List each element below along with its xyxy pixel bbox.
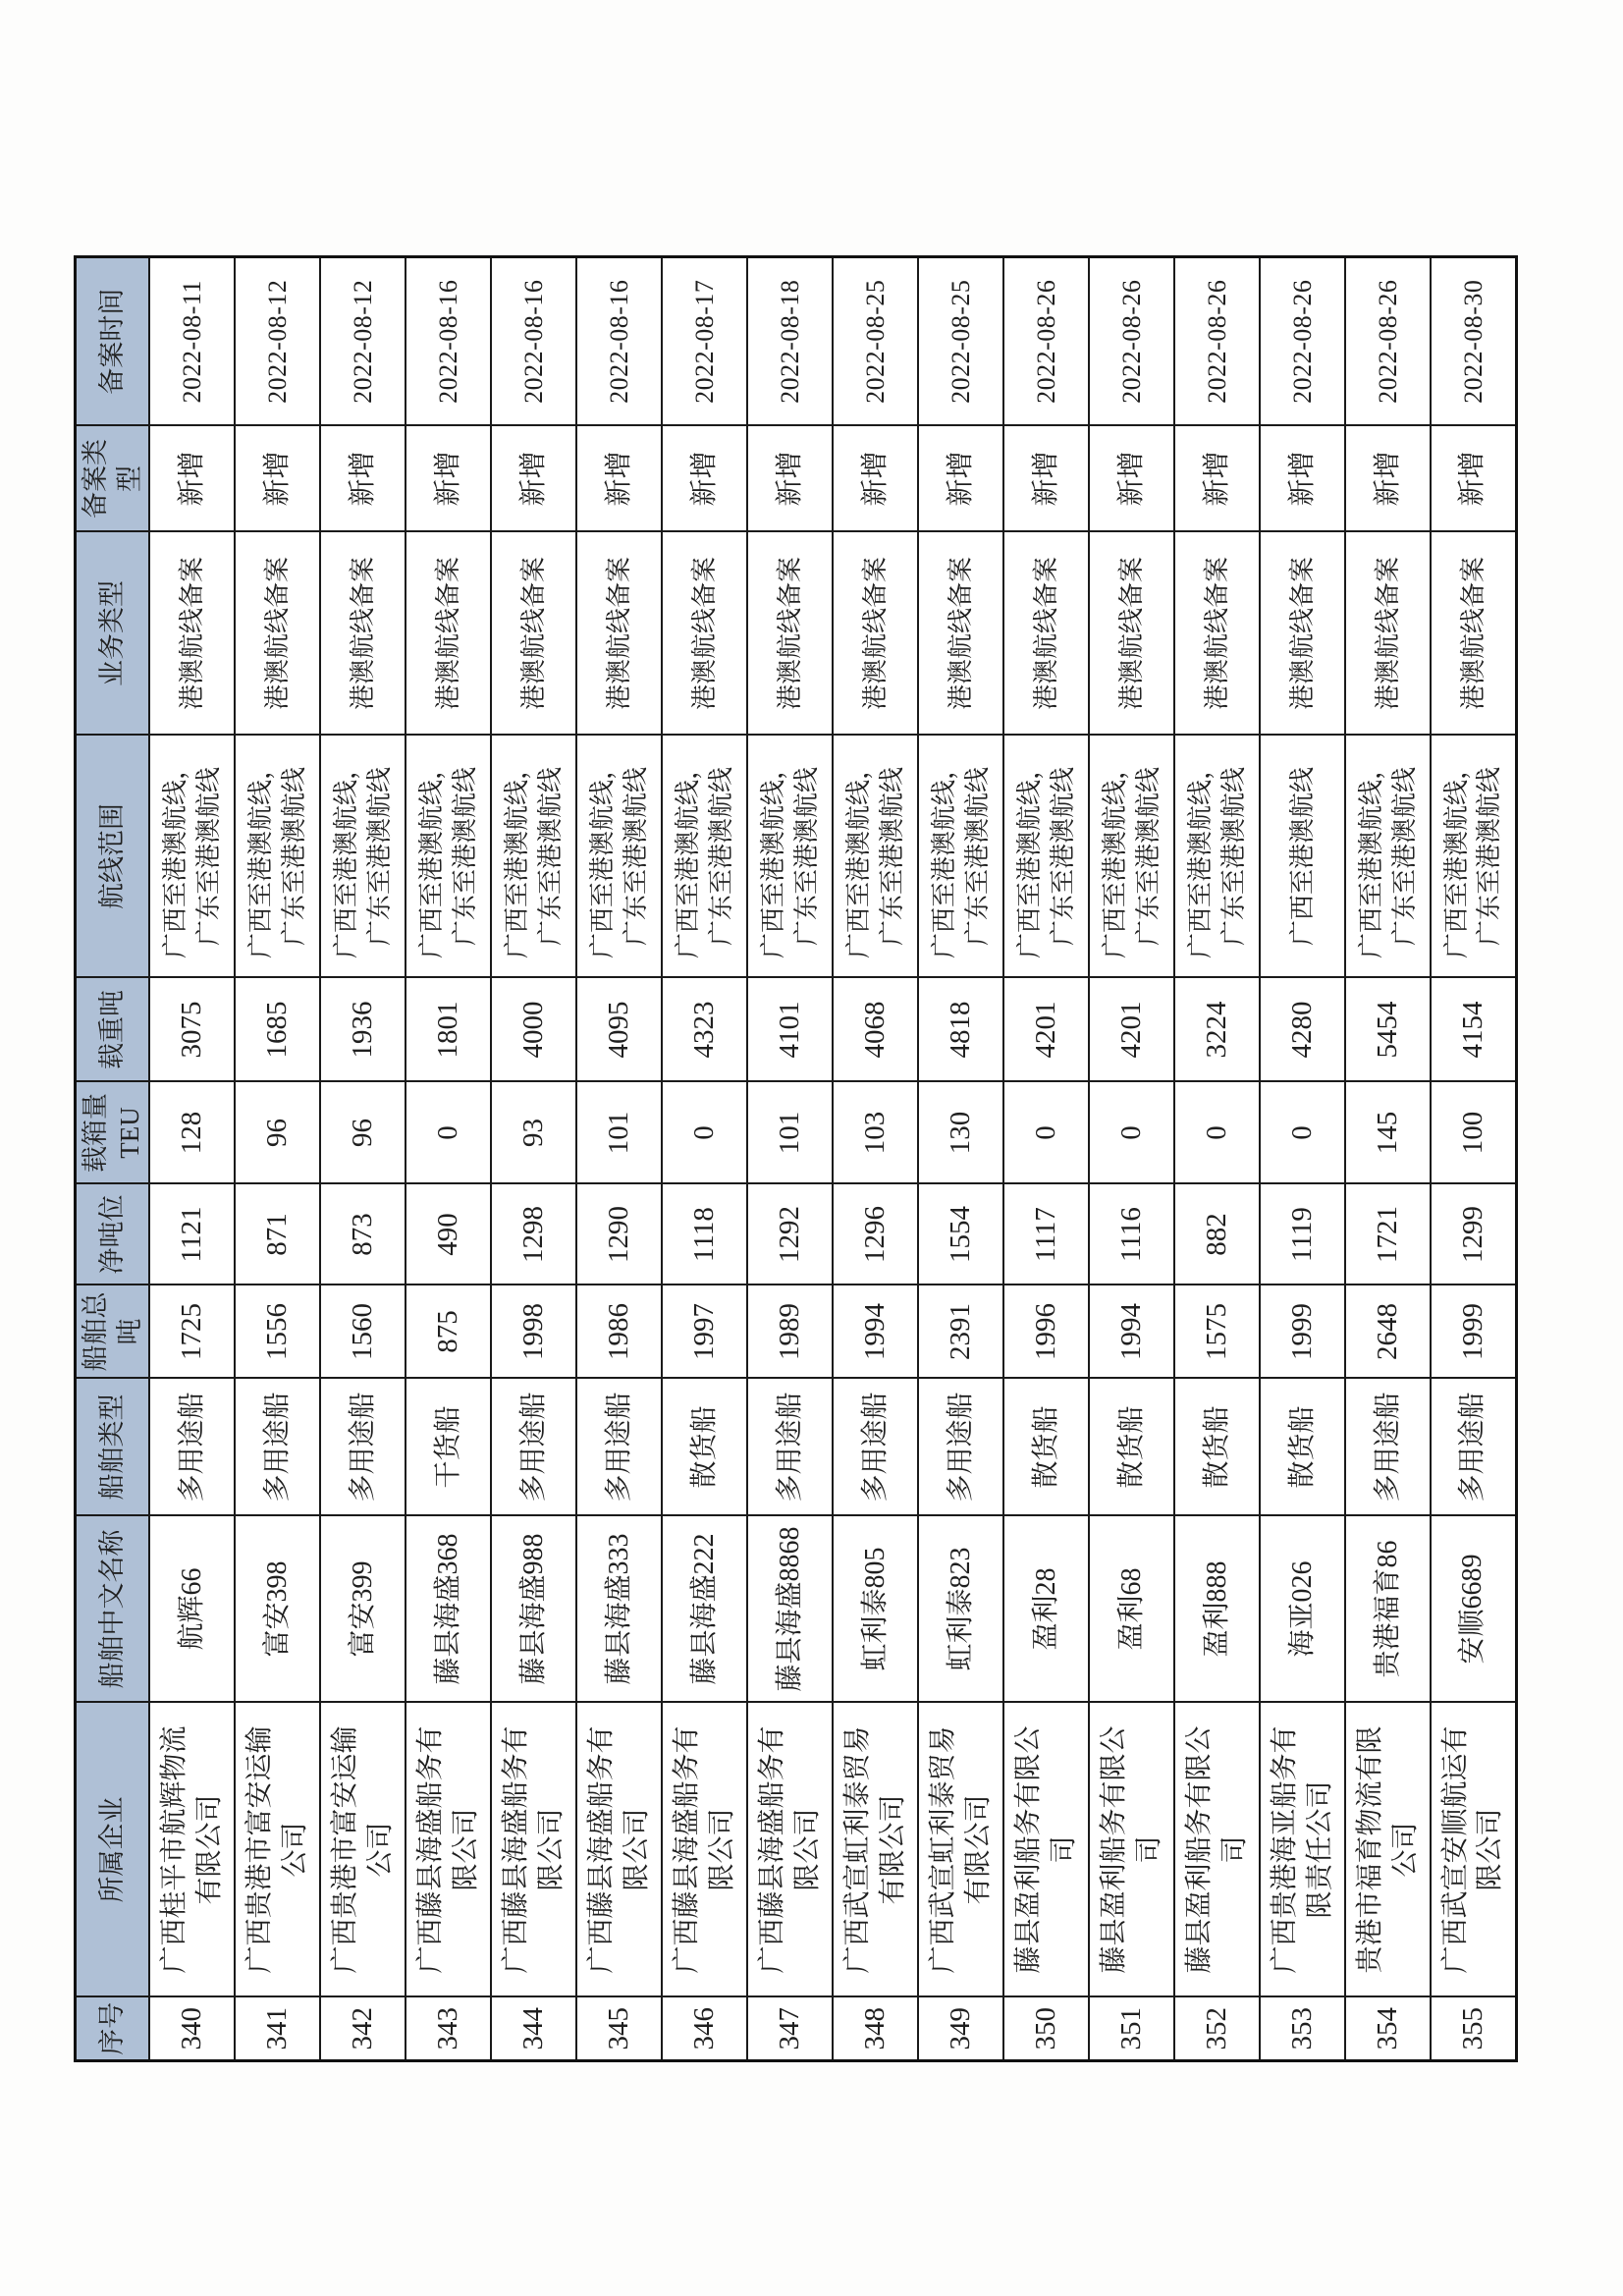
cell-qiye: 广西贵港市富安运输公司 [320,1703,406,1997]
table-row [491,257,576,2061]
table-row [1003,257,1089,2061]
rotated-table-container [74,258,1513,2062]
cell-hangxian: 广西至港澳航线 [1260,736,1345,978]
cell-leixing: 多用途船 [833,1379,918,1516]
cell-shijian: 2022-08-16 [576,257,662,426]
cell-teu: 93 [491,1082,576,1184]
cell-leixing: 多用途船 [320,1379,406,1516]
cell-yewu: 港澳航线备案 [1089,532,1174,736]
cell-hangxian: 广西至港澳航线，广东至港澳航线 [1174,736,1260,978]
cell-jingdun: 1296 [833,1184,918,1285]
cell-leixing: 多用途船 [1345,1379,1431,1516]
cell-mingcheng: 盈利68 [1089,1516,1174,1703]
cell-leixing: 多用途船 [235,1379,320,1516]
cell-yewu: 港澳航线备案 [1260,532,1345,736]
cell-yewu: 港澳航线备案 [747,532,833,736]
cell-shijian: 2022-08-26 [1089,257,1174,426]
table-row [1089,257,1174,2061]
cell-zaizhong: 1685 [235,978,320,1082]
cell-qiye: 广西藤县海盛船务有限公司 [406,1703,491,1997]
cell-zongdun: 1575 [1174,1285,1260,1379]
cell-zaizhong: 4068 [833,978,918,1082]
cell-teu: 96 [235,1082,320,1184]
cell-teu: 0 [1003,1082,1089,1184]
cell-mingcheng: 盈利888 [1174,1516,1260,1703]
cell-beianlx: 新增 [491,426,576,532]
cell-xuhao: 352 [1174,1997,1260,2061]
col-header-yewu: 业务类型 [76,532,150,736]
cell-teu: 103 [833,1082,918,1184]
col-header-leixing: 船舶类型 [76,1379,150,1516]
cell-xuhao: 355 [1431,1997,1516,2061]
cell-zaizhong: 4154 [1431,978,1516,1082]
cell-zongdun: 1996 [1003,1285,1089,1379]
cell-teu: 0 [662,1082,747,1184]
cell-shijian: 2022-08-25 [918,257,1003,426]
cell-qiye: 广西贵港海亚船务有限责任公司 [1260,1703,1345,1997]
table-row [747,257,833,2061]
cell-beianlx: 新增 [406,426,491,532]
cell-yewu: 港澳航线备案 [149,532,235,736]
cell-mingcheng: 藤县海盛222 [662,1516,747,1703]
cell-hangxian: 广西至港澳航线，广东至港澳航线 [918,736,1003,978]
cell-yewu: 港澳航线备案 [1345,532,1431,736]
cell-leixing: 散货船 [1174,1379,1260,1516]
cell-teu: 100 [1431,1082,1516,1184]
cell-xuhao: 345 [576,1997,662,2061]
cell-shijian: 2022-08-18 [747,257,833,426]
cell-zaizhong: 4201 [1089,978,1174,1082]
cell-zongdun: 1999 [1260,1285,1345,1379]
col-header-qiye: 所属企业 [76,1703,150,1997]
col-header-teu: 载箱量TEU [76,1082,150,1184]
cell-mingcheng: 航辉66 [149,1516,235,1703]
cell-xuhao: 340 [149,1997,235,2061]
cell-leixing: 多用途船 [491,1379,576,1516]
cell-jingdun: 1121 [149,1184,235,1285]
cell-shijian: 2022-08-25 [833,257,918,426]
table-row [662,257,747,2061]
table-row [235,257,320,2061]
table-row [1431,257,1516,2061]
cell-jingdun: 1554 [918,1184,1003,1285]
cell-zaizhong: 4101 [747,978,833,1082]
rotated-table-inner [74,258,1513,2062]
cell-shijian: 2022-08-16 [491,257,576,426]
table-row [149,257,235,2061]
cell-jingdun: 871 [235,1184,320,1285]
cell-zaizhong: 4095 [576,978,662,1082]
col-header-jingdun: 净吨位 [76,1184,150,1285]
cell-zaizhong: 3075 [149,978,235,1082]
cell-mingcheng: 藤县海盛8868 [747,1516,833,1703]
cell-xuhao: 347 [747,1997,833,2061]
cell-yewu: 港澳航线备案 [576,532,662,736]
cell-shijian: 2022-08-26 [1003,257,1089,426]
cell-shijian: 2022-08-26 [1345,257,1431,426]
cell-qiye: 广西藤县海盛船务有限公司 [747,1703,833,1997]
cell-xuhao: 351 [1089,1997,1174,2061]
table-row [320,257,406,2061]
cell-qiye: 广西武宣安顺航运有限公司 [1431,1703,1516,1997]
cell-shijian: 2022-08-12 [320,257,406,426]
cell-teu: 145 [1345,1082,1431,1184]
cell-jingdun: 873 [320,1184,406,1285]
cell-beianlx: 新增 [747,426,833,532]
cell-zongdun: 1725 [149,1285,235,1379]
cell-yewu: 港澳航线备案 [918,532,1003,736]
cell-beianlx: 新增 [576,426,662,532]
cell-leixing: 多用途船 [1431,1379,1516,1516]
cell-qiye: 广西藤县海盛船务有限公司 [662,1703,747,1997]
cell-zaizhong: 3224 [1174,978,1260,1082]
cell-leixing: 多用途船 [918,1379,1003,1516]
cell-beianlx: 新增 [149,426,235,532]
cell-beianlx: 新增 [662,426,747,532]
col-header-beianlx: 备案类型 [76,426,150,532]
cell-jingdun: 1119 [1260,1184,1345,1285]
col-header-zaizhong: 载重吨 [76,978,150,1082]
cell-hangxian: 广西至港澳航线，广东至港澳航线 [491,736,576,978]
cell-hangxian: 广西至港澳航线，广东至港澳航线 [833,736,918,978]
cell-teu: 101 [747,1082,833,1184]
cell-zongdun: 1997 [662,1285,747,1379]
cell-leixing: 散货船 [1260,1379,1345,1516]
cell-zaizhong: 4280 [1260,978,1345,1082]
cell-shijian: 2022-08-26 [1260,257,1345,426]
cell-shijian: 2022-08-16 [406,257,491,426]
cell-leixing: 多用途船 [149,1379,235,1516]
cell-teu: 0 [406,1082,491,1184]
table-row [1174,257,1260,2061]
cell-zongdun: 2648 [1345,1285,1431,1379]
cell-zongdun: 1989 [747,1285,833,1379]
cell-jingdun: 1116 [1089,1184,1174,1285]
cell-hangxian: 广西至港澳航线，广东至港澳航线 [149,736,235,978]
cell-hangxian: 广西至港澳航线，广东至港澳航线 [747,736,833,978]
cell-zongdun: 2391 [918,1285,1003,1379]
cell-shijian: 2022-08-26 [1174,257,1260,426]
col-header-mingcheng: 船舶中文名称 [76,1516,150,1703]
cell-qiye: 广西桂平市航辉物流有限公司 [149,1703,235,1997]
cell-mingcheng: 富安399 [320,1516,406,1703]
cell-qiye: 藤县盈利船务有限公司 [1089,1703,1174,1997]
cell-qiye: 广西藤县海盛船务有限公司 [491,1703,576,1997]
cell-leixing: 散货船 [1003,1379,1089,1516]
cell-jingdun: 882 [1174,1184,1260,1285]
cell-xuhao: 349 [918,1997,1003,2061]
cell-hangxian: 广西至港澳航线，广东至港澳航线 [1431,736,1516,978]
cell-leixing: 多用途船 [576,1379,662,1516]
cell-yewu: 港澳航线备案 [406,532,491,736]
cell-hangxian: 广西至港澳航线，广东至港澳航线 [662,736,747,978]
cell-leixing: 散货船 [662,1379,747,1516]
cell-yewu: 港澳航线备案 [491,532,576,736]
cell-zongdun: 1556 [235,1285,320,1379]
cell-beianlx: 新增 [1260,426,1345,532]
cell-beianlx: 新增 [1431,426,1516,532]
cell-qiye: 广西藤县海盛船务有限公司 [576,1703,662,1997]
cell-mingcheng: 富安398 [235,1516,320,1703]
cell-hangxian: 广西至港澳航线，广东至港澳航线 [1345,736,1431,978]
cell-yewu: 港澳航线备案 [1003,532,1089,736]
cell-xuhao: 348 [833,1997,918,2061]
cell-mingcheng: 虹利泰805 [833,1516,918,1703]
cell-mingcheng: 藤县海盛368 [406,1516,491,1703]
cell-qiye: 广西贵港市富安运输公司 [235,1703,320,1997]
cell-beianlx: 新增 [1345,426,1431,532]
cell-shijian: 2022-08-11 [149,257,235,426]
cell-zaizhong: 4818 [918,978,1003,1082]
cell-xuhao: 350 [1003,1997,1089,2061]
cell-beianlx: 新增 [833,426,918,532]
cell-beianlx: 新增 [320,426,406,532]
col-header-xuhao: 序号 [76,1997,150,2061]
cell-zaizhong: 1801 [406,978,491,1082]
cell-zongdun: 1560 [320,1285,406,1379]
cell-qiye: 贵港市福育物流有限公司 [1345,1703,1431,1997]
ship-route-filing-table [74,255,1518,2062]
cell-hangxian: 广西至港澳航线，广东至港澳航线 [320,736,406,978]
cell-xuhao: 346 [662,1997,747,2061]
cell-mingcheng: 安顺6689 [1431,1516,1516,1703]
cell-shijian: 2022-08-12 [235,257,320,426]
cell-hangxian: 广西至港澳航线，广东至港澳航线 [235,736,320,978]
cell-beianlx: 新增 [235,426,320,532]
cell-xuhao: 354 [1345,1997,1431,2061]
cell-mingcheng: 贵港福育86 [1345,1516,1431,1703]
table-row [1260,257,1345,2061]
table-row [918,257,1003,2061]
cell-shijian: 2022-08-30 [1431,257,1516,426]
cell-mingcheng: 盈利28 [1003,1516,1089,1703]
cell-qiye: 广西武宣虹利泰贸易有限公司 [918,1703,1003,1997]
cell-beianlx: 新增 [1003,426,1089,532]
cell-jingdun: 1292 [747,1184,833,1285]
cell-xuhao: 343 [406,1997,491,2061]
cell-jingdun: 1298 [491,1184,576,1285]
cell-leixing: 多用途船 [747,1379,833,1516]
table-row [833,257,918,2061]
cell-xuhao: 344 [491,1997,576,2061]
cell-xuhao: 353 [1260,1997,1345,2061]
col-header-shijian: 备案时间 [76,257,150,426]
cell-teu: 0 [1089,1082,1174,1184]
cell-yewu: 港澳航线备案 [1431,532,1516,736]
cell-qiye: 藤县盈利船务有限公司 [1174,1703,1260,1997]
table-row [1345,257,1431,2061]
cell-teu: 128 [149,1082,235,1184]
cell-hangxian: 广西至港澳航线，广东至港澳航线 [1003,736,1089,978]
cell-jingdun: 1117 [1003,1184,1089,1285]
cell-qiye: 广西武宣虹利泰贸易有限公司 [833,1703,918,1997]
cell-teu: 101 [576,1082,662,1184]
cell-mingcheng: 海亚026 [1260,1516,1345,1703]
cell-teu: 0 [1260,1082,1345,1184]
cell-jingdun: 1118 [662,1184,747,1285]
cell-qiye: 藤县盈利船务有限公司 [1003,1703,1089,1997]
cell-jingdun: 490 [406,1184,491,1285]
cell-xuhao: 341 [235,1997,320,2061]
cell-leixing: 干货船 [406,1379,491,1516]
cell-jingdun: 1299 [1431,1184,1516,1285]
cell-yewu: 港澳航线备案 [662,532,747,736]
cell-hangxian: 广西至港澳航线，广东至港澳航线 [406,736,491,978]
cell-yewu: 港澳航线备案 [320,532,406,736]
cell-yewu: 港澳航线备案 [235,532,320,736]
cell-zaizhong: 5454 [1345,978,1431,1082]
cell-zongdun: 1999 [1431,1285,1516,1379]
header-row [76,257,150,2061]
cell-zongdun: 1986 [576,1285,662,1379]
cell-yewu: 港澳航线备案 [833,532,918,736]
cell-teu: 0 [1174,1082,1260,1184]
cell-xuhao: 342 [320,1997,406,2061]
cell-shijian: 2022-08-17 [662,257,747,426]
table-row [576,257,662,2061]
cell-zaizhong: 4201 [1003,978,1089,1082]
cell-teu: 130 [918,1082,1003,1184]
cell-hangxian: 广西至港澳航线，广东至港澳航线 [1089,736,1174,978]
cell-zaizhong: 4323 [662,978,747,1082]
cell-zongdun: 1994 [833,1285,918,1379]
cell-zaizhong: 4000 [491,978,576,1082]
table-body [149,257,1516,2061]
cell-hangxian: 广西至港澳航线，广东至港澳航线 [576,736,662,978]
cell-zongdun: 875 [406,1285,491,1379]
cell-zongdun: 1994 [1089,1285,1174,1379]
cell-mingcheng: 虹利泰823 [918,1516,1003,1703]
cell-yewu: 港澳航线备案 [1174,532,1260,736]
cell-beianlx: 新增 [918,426,1003,532]
col-header-hangxian: 航线范围 [76,736,150,978]
table-row [406,257,491,2061]
cell-beianlx: 新增 [1089,426,1174,532]
col-header-zongdun: 船舶总吨 [76,1285,150,1379]
cell-mingcheng: 藤县海盛333 [576,1516,662,1703]
cell-zaizhong: 1936 [320,978,406,1082]
cell-leixing: 散货船 [1089,1379,1174,1516]
cell-beianlx: 新增 [1174,426,1260,532]
cell-zongdun: 1998 [491,1285,576,1379]
cell-jingdun: 1721 [1345,1184,1431,1285]
cell-jingdun: 1290 [576,1184,662,1285]
cell-teu: 96 [320,1082,406,1184]
cell-mingcheng: 藤县海盛988 [491,1516,576,1703]
